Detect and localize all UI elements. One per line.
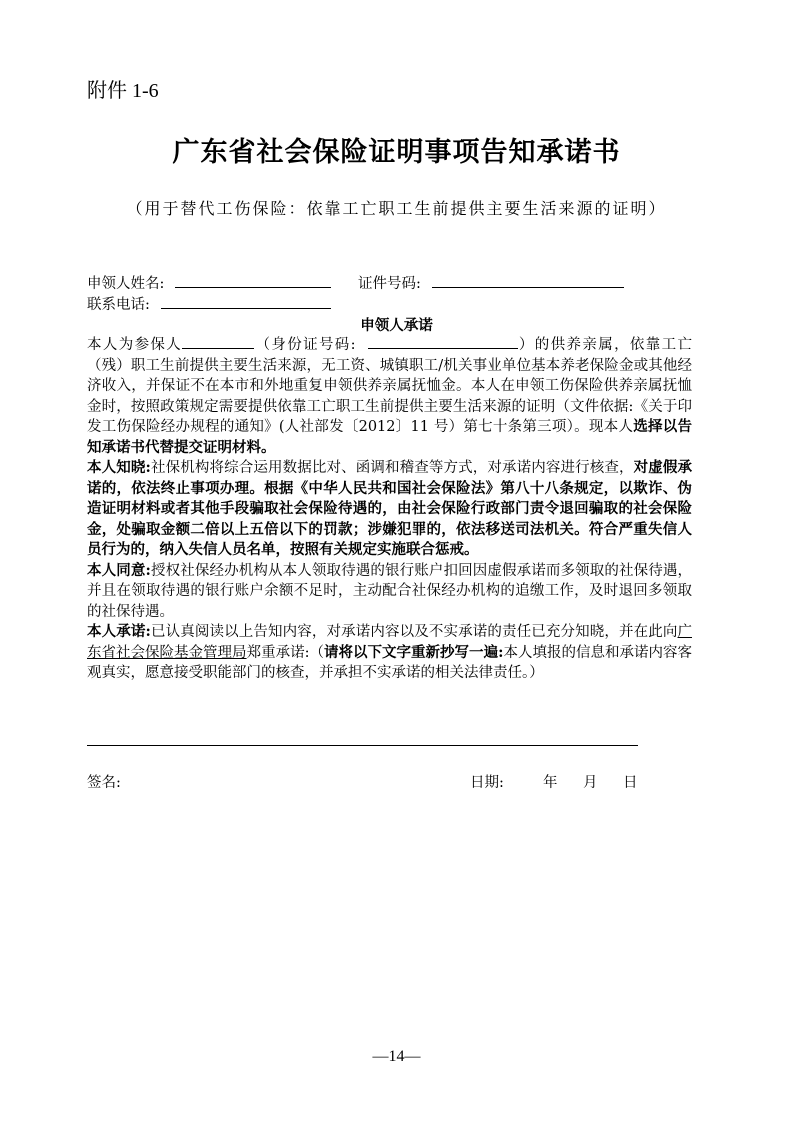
promise-label: 本人承诺: <box>87 623 151 640</box>
promise-text-cont: 郑重承诺:（ <box>246 644 324 661</box>
statement-bold: 选择以告知承诺书代替提交证明材料。 <box>87 418 692 456</box>
statement-id-label: （身份证号码: <box>254 337 356 353</box>
paragraph-promise <box>87 622 692 684</box>
phone-row <box>87 293 331 314</box>
document-title: 广东省社会保险证明事项告知承诺书 <box>172 137 621 168</box>
statement-text-cont: ）的供养亲属，依靠工亡（残）职工生前提供主要生活来源，无工资、城镇职工/机关事业单位基本养老保险金或其他经济收入，并保证不在本市和外地重复申领供养亲属抚恤金。本人在申领工伤保险供养亲属抚恤金时，按照政策规定需要提供依靠工亡职工生前提供主要生活来源的证明（文件依据:《关于印发工伤保险经办规程的通知》(人社部发〔2012〕11 号）第七十条第三项）。现本人 <box>87 337 693 435</box>
promise-organization: 广东省社会保险基金管理局 <box>87 624 692 661</box>
id-number-blank[interactable] <box>432 273 624 288</box>
paragraph-consent <box>87 561 692 623</box>
insured-name-blank[interactable] <box>182 334 254 349</box>
date-label: 日期: <box>470 775 504 791</box>
page-number: —14— <box>372 1048 421 1065</box>
notice-bold: 对虚假承诺的，依法终止事项办理。根据《中华人民共和国社会保险法》第八十八条规定，以欺诈、伪造证明材料或者其他手段骗取社会保险待遇的，由社会保险行政部门责令退回骗取的社会保险金，处骗取金额二倍以上五倍以下的罚款；涉嫌犯罪的，依法移送司法机关。符合严重失信人员行为的，纳入失信人员名单，按照有关规定实施联合惩戒。 <box>87 459 693 558</box>
handwriting-line[interactable] <box>87 745 638 746</box>
section-heading: 申领人承诺 <box>360 318 433 334</box>
document-subtitle: （用于替代工伤保险：依靠工亡职工生前提供主要生活来源的证明） <box>126 199 667 218</box>
phone-label: 联系电话: <box>87 297 150 313</box>
promise-text-end: 本人填报的信息和承诺内容客观真实，愿意接受职能部门的核查，并承担不实承诺的相关法律责任。） <box>87 644 693 681</box>
applicant-name-label: 申领人姓名: <box>87 276 165 292</box>
applicant-name-blank[interactable] <box>175 273 331 288</box>
notice-text: 社保机构将综合运用数据比对、函调和稽查等方式，对承诺内容进行核查， <box>150 460 634 476</box>
paragraph-notice <box>87 458 692 561</box>
insured-id-blank[interactable] <box>368 334 518 349</box>
applicant-name-row <box>87 272 331 293</box>
phone-blank[interactable] <box>161 294 331 309</box>
id-number-label: 证件号码: <box>358 276 421 292</box>
attachment-label: 附件 1-6 <box>87 80 159 102</box>
consent-text: 授权社保经办机构从本人领取待遇的银行账户扣回因虚假承诺而多领取的社保待遇，并且在领取待遇的银行账户余额不足时，主动配合社保经办机构的追缴工作，及时退回多领取的社保待遇。 <box>87 562 692 620</box>
date-month: 月 <box>583 775 598 791</box>
paragraph-statement <box>87 334 692 458</box>
promise-bold: 请将以下文字重新抄写一遍: <box>324 643 504 661</box>
commitment-body <box>87 334 692 684</box>
date-day: 日 <box>623 775 638 791</box>
date-year: 年 <box>543 775 558 791</box>
statement-text: 本人为参保人 <box>87 337 183 353</box>
id-number-row <box>358 272 624 293</box>
promise-text: 已认真阅读以上告知内容，对承诺内容以及不实承诺的责任已充分知晓，并在此向 <box>150 624 678 640</box>
signature-label: 签名: <box>87 775 121 791</box>
consent-label: 本人同意: <box>87 561 151 579</box>
notice-label: 本人知晓: <box>87 459 151 476</box>
